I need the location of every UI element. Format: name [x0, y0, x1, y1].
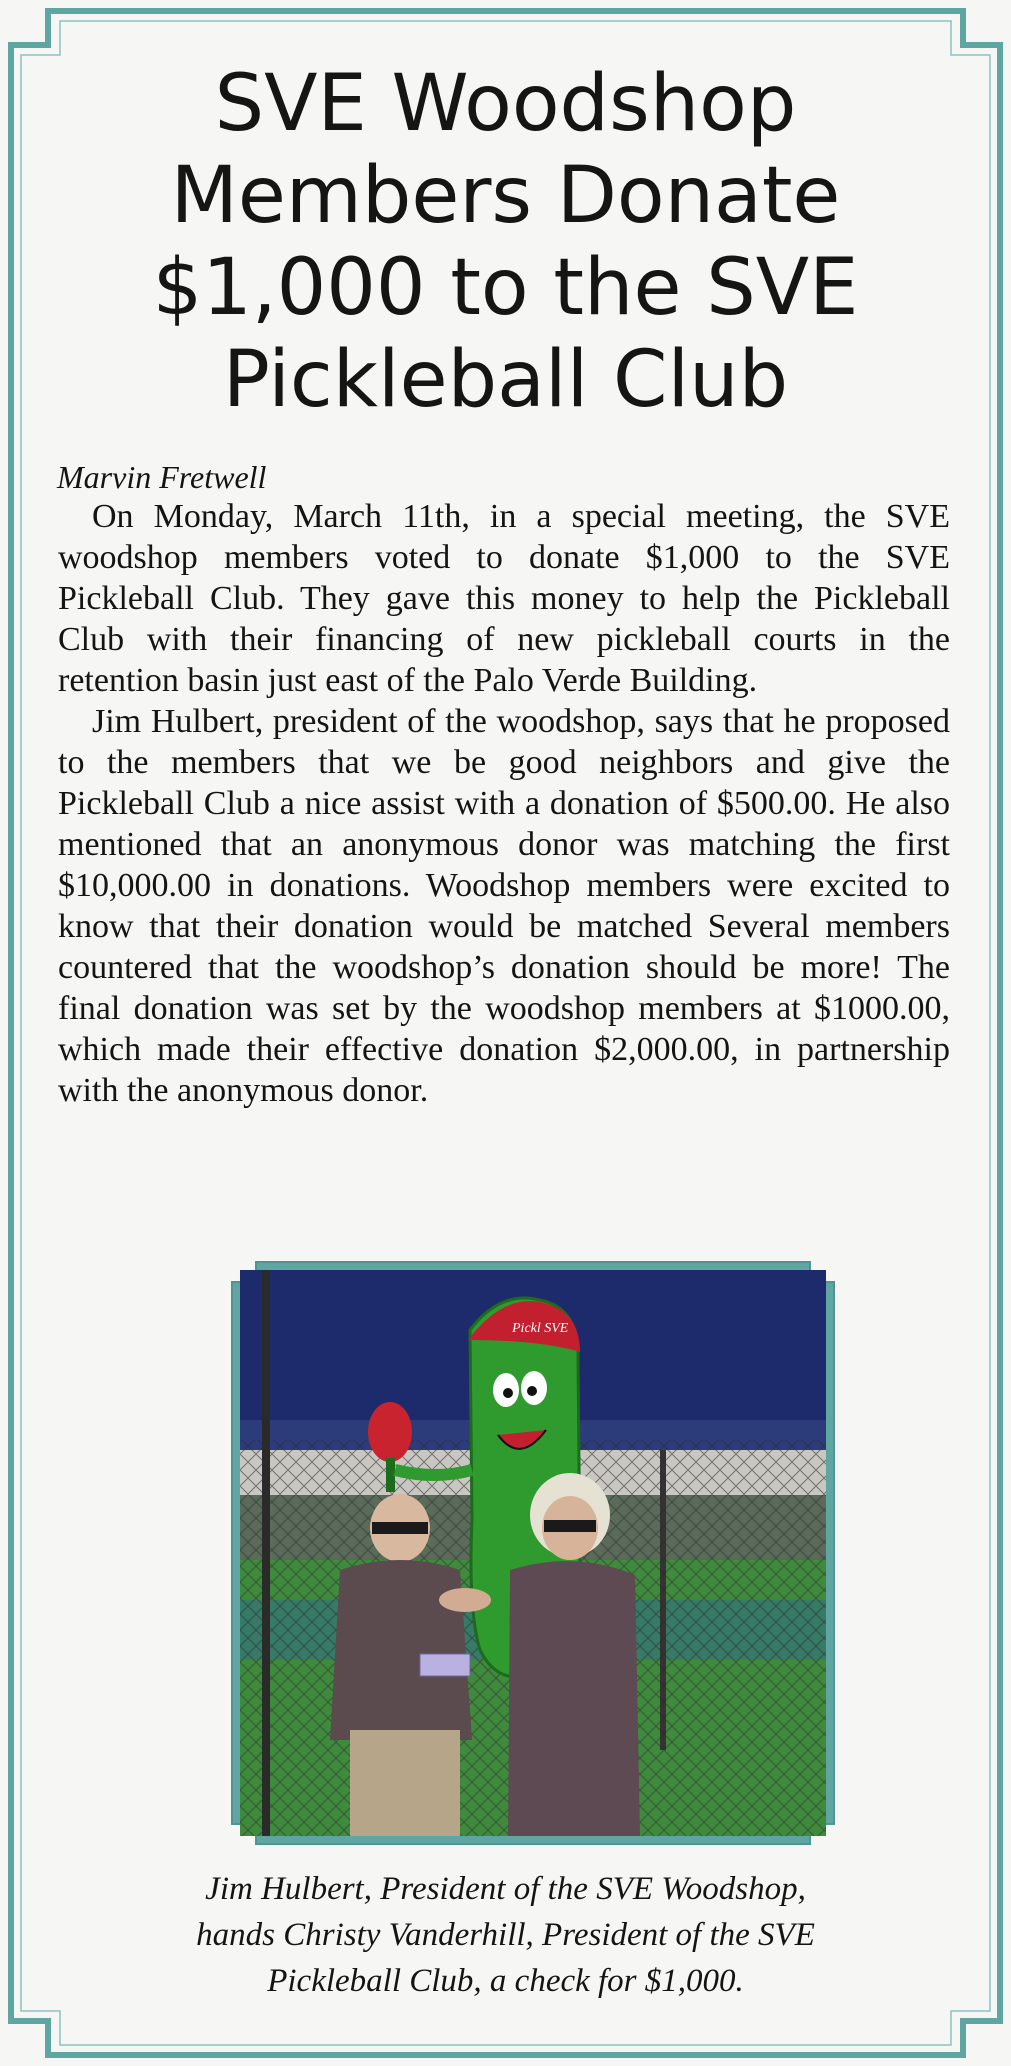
article-headline: SVE Woodshop Members Donate $1,000 to the SVE Pickleball Club — [152, 59, 859, 425]
caption-line: Jim Hulbert, President of the SVE Woodshop, — [205, 1871, 806, 1907]
mascot-cap-text: Pickl SVE — [512, 1321, 569, 1336]
article-paragraph: On Monday, March 11th, in a special meeting, the SVE woodshop members voted to donate $1,000 to the SVE Pickleball Club. They gave this money to help the Pickleball Club with their financing of new pickleball courts in the retention basin just east of the Palo Verde Building. — [58, 498, 950, 699]
caption-line: Pickleball Club, a check for $1,000. — [267, 1963, 744, 1999]
article-photo — [230, 1260, 836, 1846]
article-paragraph: Jim Hulbert, president of the woodshop, says that he proposed to the members that we be good neighbors and give the Pickleball Club a nice assist with a donation of $500.00. He also mentioned that an anonymous donor was matching the first $10,000.00 in donations. Woodshop members were excited to know that their donation would be matched Several members countered that the woodshop’s donation should be more! The final donation was set by the woodshop members at $1000.00, which made their effective donation $2,000.00, in partnership with the anonymous donor. — [58, 703, 950, 1109]
article-byline: Marvin Fretwell — [57, 459, 267, 495]
photo-image — [240, 1270, 826, 1836]
photo-caption — [60, 1866, 951, 2004]
caption-line: hands Christy Vanderhill, President of the SVE — [196, 1917, 815, 1953]
article-body — [58, 496, 950, 1111]
